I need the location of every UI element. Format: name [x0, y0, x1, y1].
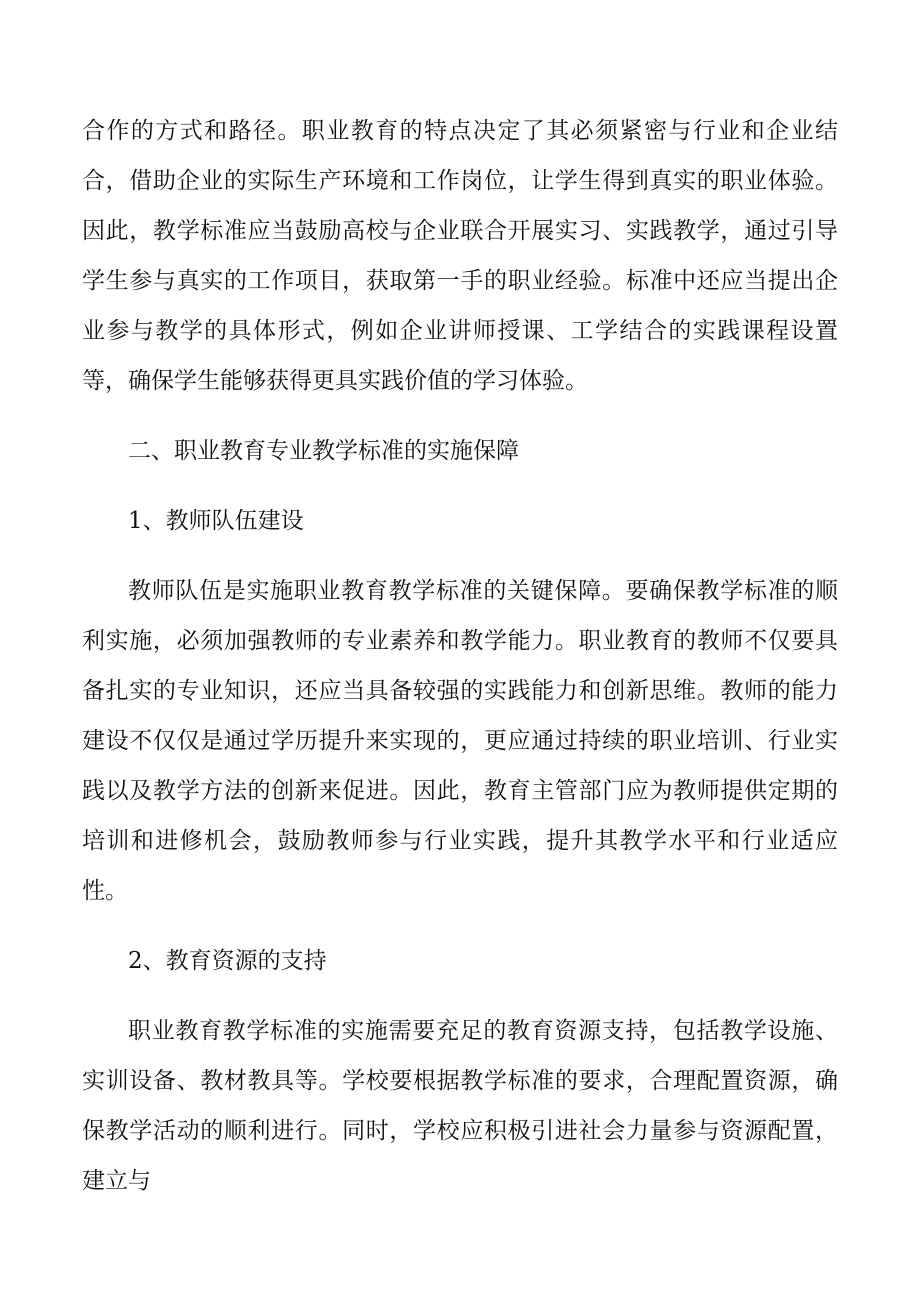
subsection-heading-teachers: 1、教师队伍建设: [128, 508, 304, 534]
paragraph-gap: [82, 476, 838, 496]
document-body: [82, 106, 838, 1206]
section-heading: 二、职业教育专业教学标准的实施保障: [128, 438, 519, 464]
paragraph-gap: [82, 406, 838, 426]
paragraph-resources: 职业教育教学标准的实施需要充足的教育资源支持，包括教学设施、实训设备、教材教具等。学校要根据教学标准的要求，合理配置资源，确保教学活动的顺利进行。同时，学校应积极引进社会力量参与资源配置，建立与: [82, 1018, 838, 1194]
paragraph-teachers: 教师队伍是实施职业教育教学标准的关键保障。要确保教学标准的顺利实施，必须加强教师的专业素养和教学能力。职业教育的教师不仅要具备扎实的专业知识，还应当具备较强的实践能力和创新思维。教师的能力建设不仅仅是通过学历提升来实现的，更应通过持续的职业培训、行业实践以及教学方法的创新来促进。因此，教育主管部门应为教师提供定期的培训和进修机会，鼓励教师参与行业实践，提升其教学水平和行业适应性。: [82, 578, 838, 904]
paragraph-gap: [82, 916, 838, 936]
paragraph-gap: [82, 546, 838, 566]
subsection-heading-resources: 2、教育资源的支持: [128, 948, 327, 974]
paragraph-continuation: 合作的方式和路径。职业教育的特点决定了其必须紧密与行业和企业结合，借助企业的实际生产环境和工作岗位，让学生得到真实的职业体验。因此，教学标准应当鼓励高校与企业联合开展实习、实践教学，通过引导学生参与真实的工作项目，获取第一手的职业经验。标准中还应当提出企业参与教学的具体形式，例如企业讲师授课、工学结合的实践课程设置等，确保学生能够获得更具实践价值的学习体验。: [82, 118, 838, 394]
paragraph-gap: [82, 986, 838, 1006]
